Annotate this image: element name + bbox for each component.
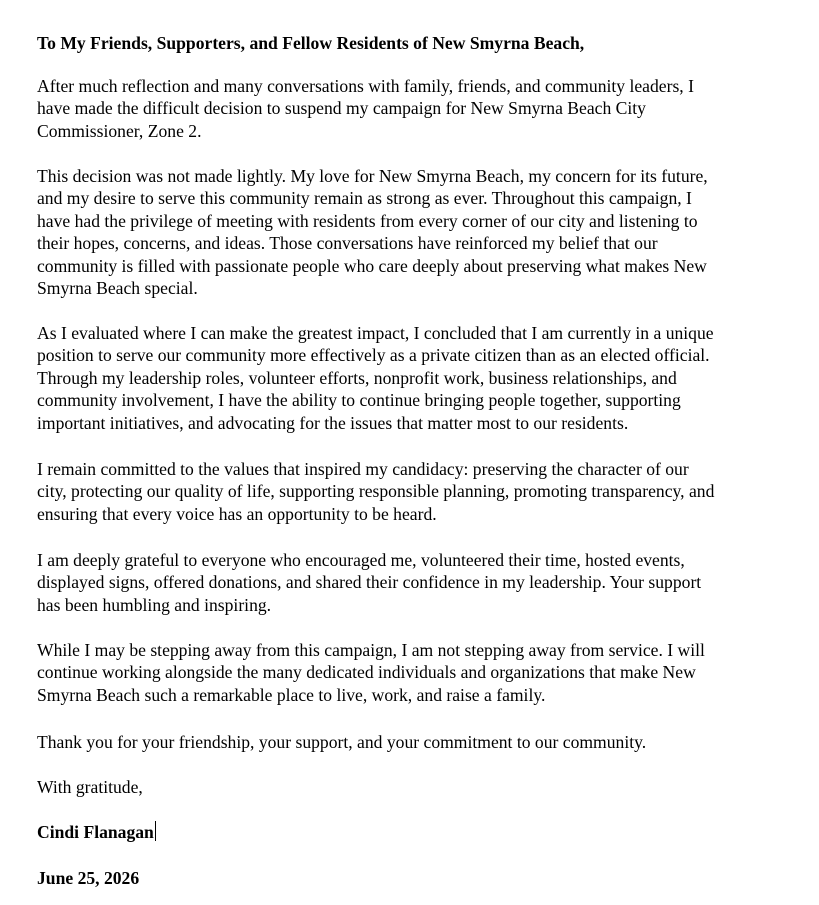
paragraph-1-line-2: have made the difficult decision to suspend my campaign for New Smyrna Beach City [37,98,646,119]
paragraph-5-line-3: has been humbling and inspiring. [37,594,272,615]
paragraph-2-line-6: Smyrna Beach special. [37,278,198,299]
paragraph-service [37,639,811,706]
salutation [37,32,811,54]
paragraph-2-line-3: have had the privilege of meeting with residents from every corner of our city and listening to [37,210,698,231]
paragraph-3-line-2: position to serve our community more effectively as a private citizen than as an elected official. [37,345,710,366]
paragraph-gratitude [37,549,811,616]
paragraph-campaign-suspension [37,75,811,142]
date-text: June 25, 2026 [37,868,140,888]
paragraph-impact [37,322,811,434]
date-paragraph [37,867,811,889]
paragraph-1-line-3: Commissioner, Zone 2. [37,120,202,141]
signature-name: Cindi Flanagan [37,822,154,842]
text-cursor [155,821,156,841]
paragraph-1-line-1: After much reflection and many conversations with family, friends, and community leaders, I [37,76,694,96]
paragraph-values [37,458,811,525]
paragraph-2-line-2: and my desire to serve this community remain as strong as ever. Throughout this campaign, I [37,188,692,209]
closing-text: With gratitude, [37,777,143,797]
paragraph-5-line-2: displayed signs, offered donations, and shared their confidence in my leadership. Your support [37,572,702,593]
closing-paragraph [37,776,811,798]
signature-line[interactable] [37,821,811,843]
paragraph-6-line-2: continue working alongside the many dedicated individuals and organizations that make New [37,662,696,683]
paragraph-2-line-4: their hopes, concerns, and ideas. Those conversations have reinforced my belief that our [37,233,658,254]
paragraph-5-line-1: I am deeply grateful to everyone who encouraged me, volunteered their time, hosted events, [37,550,685,570]
signature-paragraph[interactable] [37,821,811,843]
paragraph-4-line-2: city, protecting our quality of life, supporting responsible planning, promoting transparency, and [37,481,715,502]
paragraph-4-line-1: I remain committed to the values that inspired my candidacy: preserving the character of our [37,459,689,479]
paragraph-2-line-1: This decision was not made lightly. My love for New Smyrna Beach, my concern for its future, [37,166,708,186]
paragraph-3-line-4: community involvement, I have the ability to continue bringing people together, supporting [37,390,681,411]
paragraph-6-line-3: Smyrna Beach such a remarkable place to live, work, and raise a family. [37,684,546,705]
thank-you-text: Thank you for your friendship, your support, and your commitment to our community. [37,732,647,752]
paragraph-3-line-1: As I evaluated where I can make the greatest impact, I concluded that I am currently in a unique [37,323,714,343]
paragraph-4-line-3: ensuring that every voice has an opportunity to be heard. [37,503,437,524]
thank-you-paragraph [37,731,811,753]
paragraph-3-line-3: Through my leadership roles, volunteer efforts, nonprofit work, business relationships, and [37,367,677,388]
paragraph-decision [37,165,811,299]
paragraph-6-line-1: While I may be stepping away from this campaign, I am not stepping away from service. I will [37,640,705,660]
paragraph-2-line-5: community is filled with passionate people who care deeply about preserving what makes New [37,255,707,276]
paragraph-3-line-5: important initiatives, and advocating for the issues that matter most to our residents. [37,412,629,433]
salutation-text: To My Friends, Supporters, and Fellow Residents of New Smyrna Beach, [37,33,585,53]
